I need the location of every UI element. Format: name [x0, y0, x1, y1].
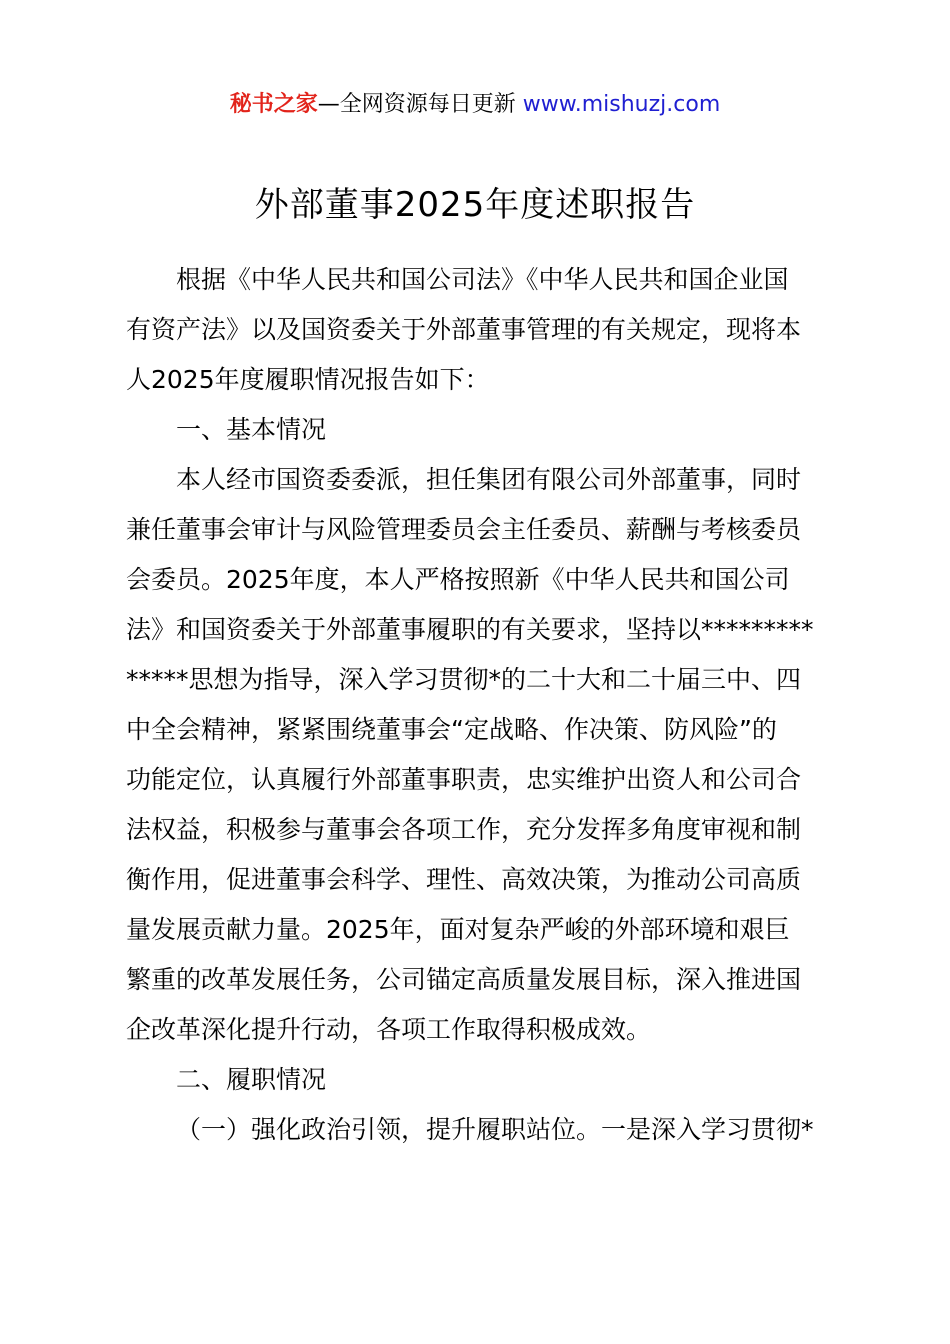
paragraph-line: 兼任董事会审计与风险管理委员会主任委员、薪酬与考核委员: [126, 515, 802, 544]
paragraph-line: 法权益，积极参与董事会各项工作，充分发挥多角度审视和制: [126, 815, 802, 844]
site-url-link[interactable]: www.mishuzj.com: [522, 92, 721, 117]
paragraph-line: 人2025年度履职情况报告如下：: [126, 365, 490, 394]
document-body: [126, 255, 834, 1155]
paragraph-line: *****思想为指导，深入学习贯彻*的二十大和二十届三中、四: [126, 665, 802, 694]
paragraph-line: 企改革深化提升行动，各项工作取得积极成效。: [126, 1015, 652, 1044]
brand-name: 秘书之家: [229, 92, 318, 117]
header-tagline: —全网资源每日更新: [317, 92, 516, 117]
paragraph-line: （一）强化政治引领，提升履职站位。一是深入学习贯彻*: [176, 1115, 814, 1144]
paragraph-line: 法》和国资委关于外部董事履职的有关要求，坚持以*********: [126, 615, 814, 644]
paragraph-line: 功能定位，认真履行外部董事职责，忠实维护出资人和公司合: [126, 765, 802, 794]
section-heading: 二、履职情况: [176, 1065, 327, 1094]
site-header: [0, 88, 950, 122]
paragraph-line: 量发展贡献力量。2025年，面对复杂严峻的外部环境和艰巨: [126, 915, 790, 944]
paragraph-line: 中全会精神，紧紧围绕董事会“定战略、作决策、防风险”的: [126, 715, 777, 744]
paragraph-line: 根据《中华人民共和国公司法》《中华人民共和国企业国: [176, 265, 789, 294]
document-title: 外部董事2025年度述职报告: [254, 185, 696, 225]
paragraph-line: 本人经市国资委委派，担任集团有限公司外部董事，同时: [176, 465, 802, 494]
paragraph-line: 繁重的改革发展任务，公司锚定高质量发展目标，深入推进国: [126, 965, 802, 994]
paragraph-line: 有资产法》以及国资委关于外部董事管理的有关规定，现将本: [126, 315, 802, 344]
section-heading: 一、基本情况: [176, 415, 327, 444]
paragraph-line: 会委员。2025年度，本人严格按照新《中华人民共和国公司: [126, 565, 790, 594]
paragraph-line: 衡作用，促进董事会科学、理性、高效决策，为推动公司高质: [126, 865, 802, 894]
